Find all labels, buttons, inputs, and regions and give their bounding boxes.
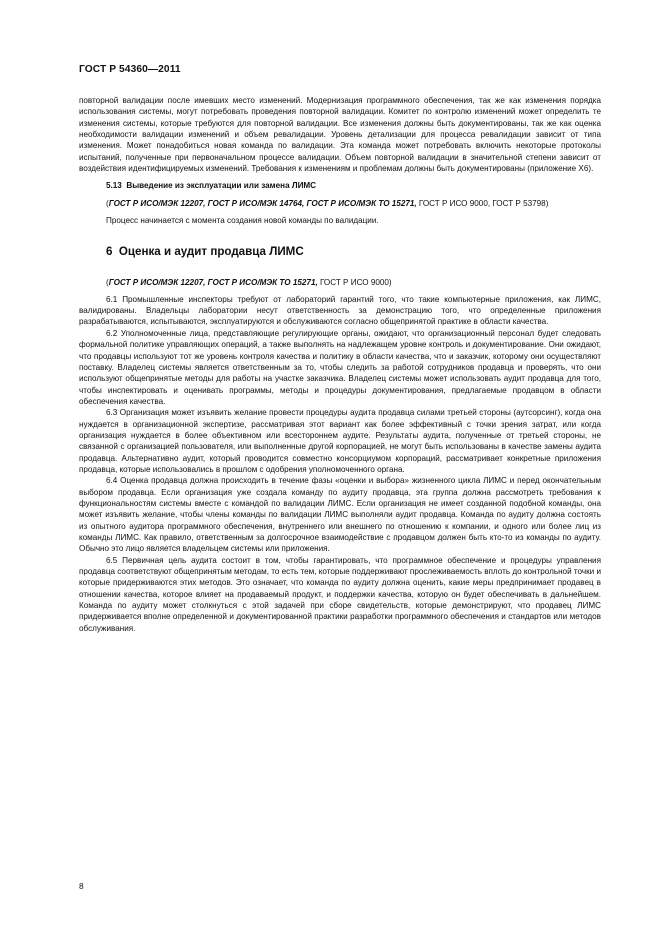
section-title: Оценка и аудит продавца ЛИМС: [118, 245, 304, 259]
paragraph-intro: повторной валидации после имевших место изменений. Модернизация программного обеспечения, так же как изменения порядка использования системы, могут потребовать проведения повторной валидации. Комитет по контролю изменений может определить те изменения системы, которые требуются для повторной валидации. Все изменения должны быть документированы, так же как оценка необходимости валидации изменений и объем ревалидации. Уровень детализации для процесса ревалидации зависит от типа изменения. Может понадобиться новая команда по валидации. Эта команда может потребовать включить некоторые протоколы испытаний, полученные при первоначальном процессе валидации. Объем повторной валидации в значительной степени зависит от воздействия идентифицируемых изменений. Требования к изменениям и проблемам должны быть документированы (приложение Х6).: [79, 96, 601, 174]
paragraph-6-2: 6.2 Уполномоченные лица, представляющие регулирующие органы, ожидают, что организационный персонал будет следовать формальной политике управляющих операций, а также выполнять на надлежащем уровне контроль и документирование. Они ожидают, что продавцы используют тот же уровень контроля качества и политику в области качества, что и заказчик, которому они осуществляют поставку. Владелец системы является ответственным за то, чтобы следить за работой сотрудников продавца и проверять, что они используют общепринятые методы для работы на участке заказчика. Владелец системы может использовать аудит продавца для того, чтобы инспектировать и оценивать программы, методы и процедуры документирования, предлагаемые продавцом в области обеспечения качества.: [79, 328, 601, 406]
paragraph-6-3: 6.3 Организация может изъявить желание провести процедуры аудита продавца силами третьей стороны (аутсорсинг), когда она нуждается в организационной экспертизе, рассматривая этот вариант как более эффективный с точки зрения затрат, или когда организация нуждается в более объективном или всестороннем аудите. Результаты аудита, полученные от третьей стороны, не связанной с организацией пользователя, или выполненные другой корпорацией, не могут быть использованы в качестве замены аудита продавца. Альтернативно аудит, который проводится совместно консорциумом корпораций, рассматривает конкретные приложения продавца, которые использовались в прошлом с одобрения уполномоченного органа.: [79, 408, 601, 474]
ref-open-paren: (: [106, 278, 109, 288]
section-5-13-text: Процесс начинается с момента создания новой команды по валидации.: [106, 216, 379, 226]
ref-bold-standards: ГОСТ Р ИСО/МЭК 12207, ГОСТ Р ИСО/МЭК 14764, ГОСТ Р ИСО/МЭК ТО 15271,: [108, 198, 417, 208]
body-text: [79, 95, 601, 634]
ref-open-paren: (: [106, 198, 109, 208]
paragraph-6-5: 6.5 Первичная цель аудита состоит в том, чтобы гарантировать, что программное обеспечение и процедуры управления продавца соответствуют общепринятым методам, то есть тем, которые поддерживают прослеживаемость вплоть до контрольной точки и которые придерживаются этих методов. Это означает, что команда по аудиту должна оценить, какие меры предпринимает продавец в отношении качества, которое влияет на продаваемый продукт, и поддержки качества, которую он будет обеспечивать в дальнейшем. Команда по аудиту может столкнуться с этой задачей при сборе свидетельств, которые демонстрируют, что продавец ЛИМС придерживается вполне определенной и документированной практики разработки программного обеспечения и стандартов или методов обслуживания.: [79, 555, 601, 633]
section-5-13-heading: [79, 180, 601, 191]
document-code-header: ГОСТ Р 54360—2011: [79, 64, 181, 75]
ref-plain-standards: ГОСТ Р ИСО 9000): [317, 278, 392, 288]
section-number: 6: [106, 245, 113, 259]
section-6-heading: [79, 245, 601, 259]
ref-bold-standards: ГОСТ Р ИСО/МЭК 12207, ГОСТ Р ИСО/МЭК ТО 15271,: [108, 278, 318, 288]
paragraph-6-4: 6.4 Оценка продавца должна происходить в течение фазы «оценки и выбора» жизненного цикла ЛИМС и перед окончательным выбором продавца. Если организация уже создала команду по аудиту продавца, эта группа должна рассмотреть требования к функциональностям системы вместе с командой по валидации ЛИМС. Если организация не имеет созданной подобной команды, она может изъявить желание, чтобы члены команды по валидации ЛИМС выполняли аудит продавца. Команда по аудиту должна состоять из опытного аудитора программного обеспечения, внутреннего или внешнего по отношению к компании, и одного или более лиц из команды ЛИМС. Как правило, ответственным за долгосрочное взаимодействие с продавцом должен быть кто-то из команды по аудиту. Обычно это лицо является владельцем системы или приложения.: [79, 476, 601, 554]
section-5-13-references: [79, 198, 601, 209]
page-number: 8: [79, 881, 84, 891]
section-title: Выведение из эксплуатации или замена ЛИМС: [126, 181, 317, 191]
section-6-references: [79, 277, 601, 288]
section-number: 5.13: [106, 181, 122, 191]
ref-plain-standards: ГОСТ Р ИСО 9000, ГОСТ Р 53798): [416, 198, 549, 208]
paragraph-6-1: 6.1 Промышленные инспекторы требуют от лабораторий гарантий того, что такие компьютерные приложения, как ЛИМС, валидированы. Владельцы лаборатории несут ответственность за демонстрацию того, что определенные приложения разрабатываются, испытываются, эксплуатируются и обслуживаются согласно общепринятой практике в области качества.: [79, 294, 601, 327]
